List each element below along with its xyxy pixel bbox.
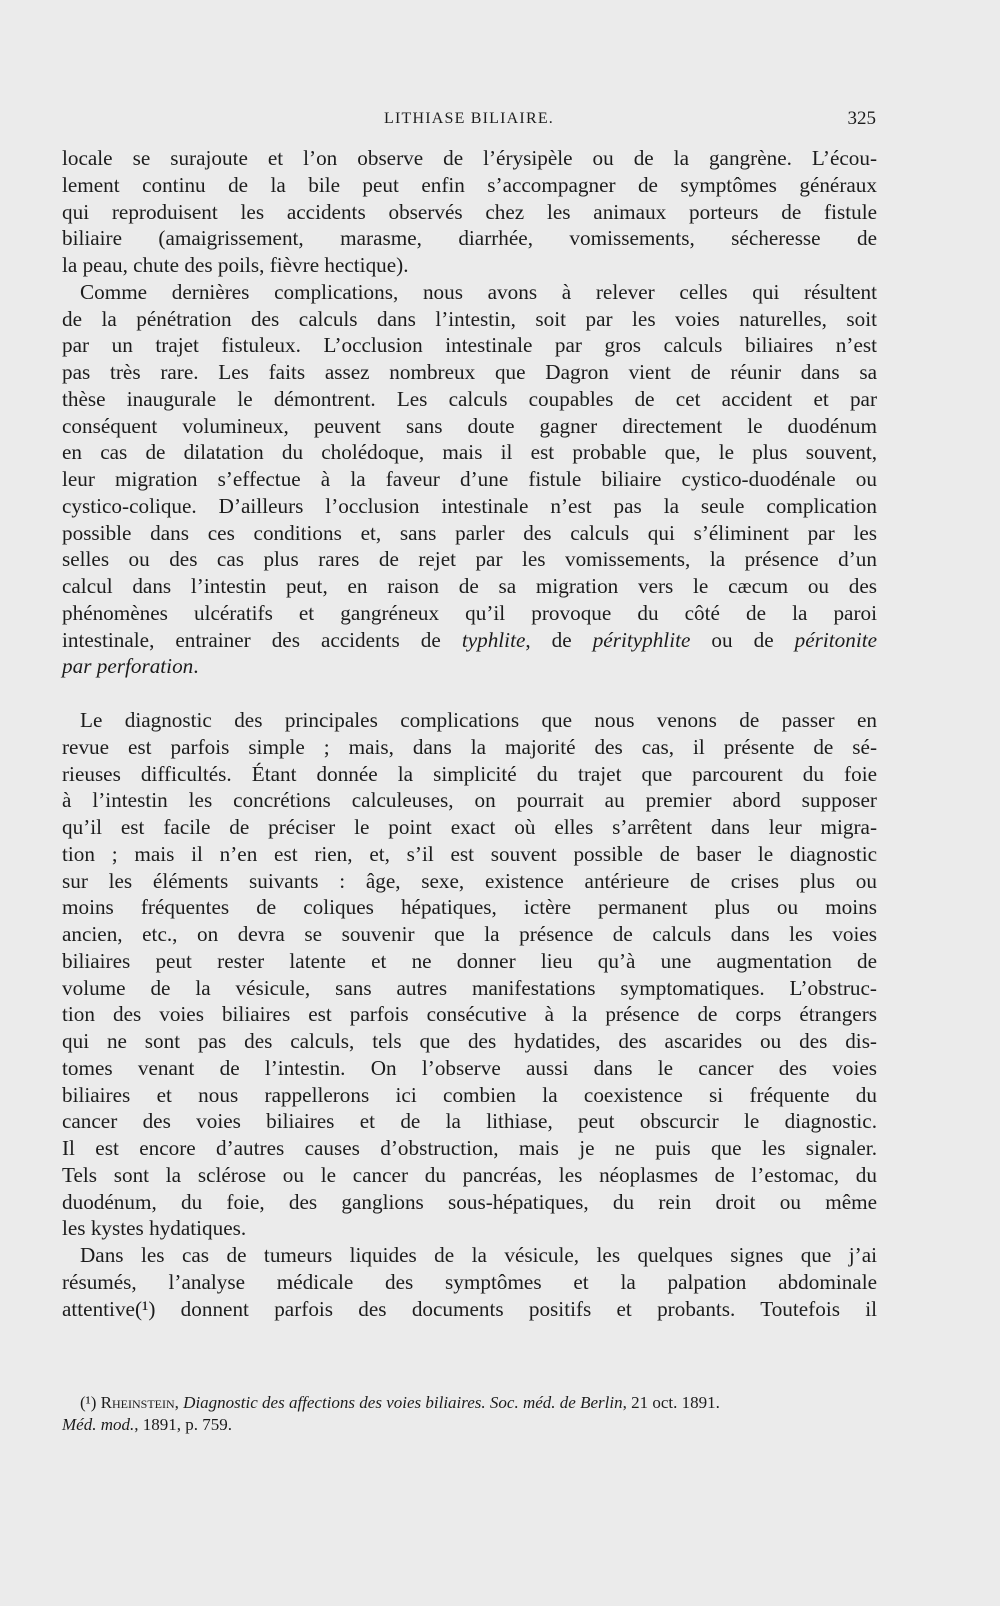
text-run: ou de bbox=[690, 627, 795, 652]
running-head bbox=[62, 106, 876, 136]
text-line: thèse inaugurale le démontrent. Les calculs coupables de cet accident et par bbox=[62, 386, 877, 411]
text-line: locale se surajoute et l’on observe de l’érysipèle ou de la gangrène. L’écou- bbox=[62, 146, 877, 170]
footnote-marker: (¹) bbox=[80, 1393, 97, 1412]
text-run: . bbox=[193, 654, 199, 679]
footnotes bbox=[62, 1392, 877, 1436]
italic-term: pérityphlite bbox=[592, 627, 691, 652]
paragraph-4 bbox=[62, 1242, 877, 1322]
footnote-date: , 21 oct. 1891. bbox=[622, 1393, 720, 1412]
text-line bbox=[62, 1296, 877, 1323]
italic-term: péritonite bbox=[794, 627, 878, 652]
footnote-ref: , 1891, p. 759. bbox=[134, 1415, 232, 1434]
text-line: tion ; mais il n’en est rien, et, s’il est souvent possible de baser le diagnostic bbox=[62, 841, 877, 866]
footnote-reference: (¹) bbox=[134, 1296, 156, 1321]
text-line: selles ou des cas plus rares de rejet par les vomissements, la présence d’un bbox=[62, 547, 877, 572]
text-line: calcul dans l’intestin peut, en raison de sa migration vers le cæcum ou des bbox=[62, 574, 877, 598]
text-line: conséquent volumineux, peuvent sans doute gagner directement le duodénum bbox=[62, 413, 877, 438]
italic-term: par perforation bbox=[62, 654, 194, 679]
text-line: biliaire (amaigrissement, marasme, diarrhée, vomissements, sécheresse de bbox=[62, 226, 877, 251]
text-run: , de bbox=[525, 627, 593, 652]
text-run: , bbox=[174, 1393, 184, 1412]
italic-term: typhlite bbox=[461, 627, 526, 652]
text-line: Dans les cas de tumeurs liquides de la vésicule, les quelques signes que j’ai bbox=[80, 1243, 877, 1267]
text-line: possible dans ces conditions et, sans parler des calculs qui s’éliminent par les bbox=[62, 520, 877, 545]
text-line: ancien, etc., on devra se souvenir que la présence de calculs dans les voies bbox=[62, 922, 877, 946]
text-line bbox=[62, 627, 877, 654]
text-line: volume de la vésicule, sans autres manifestations symptomatiques. L’obstruc- bbox=[62, 975, 877, 1000]
text-line: en cas de dilatation du cholédoque, mais il est probable que, le plus souvent, bbox=[62, 440, 877, 465]
text-run: intestinale, entrainer des accidents de bbox=[62, 627, 462, 652]
text-line: cancer des voies biliaires et de la lithiase, peut obscurcir le diagnostic. bbox=[62, 1109, 877, 1134]
text-line: duodénum, du foie, des ganglions sous-hépatiques, du rein droit ou même bbox=[62, 1189, 877, 1214]
text-line: rieuses difficultés. Étant donnée la simplicité du trajet que parcourent du foie bbox=[62, 761, 877, 786]
text-run: attentive bbox=[62, 1296, 135, 1321]
text-line: sur les éléments suivants : âge, sexe, existence antérieure de crises plus ou bbox=[62, 868, 877, 893]
page-number: 325 bbox=[847, 108, 876, 129]
footnote-1 bbox=[62, 1392, 877, 1414]
text-line: Il est encore d’autres causes d’obstruction, mais je ne puis que les signaler. bbox=[62, 1136, 877, 1160]
text-line: la peau, chute des poils, fièvre hectique). bbox=[62, 253, 409, 277]
text-line: moins fréquentes de coliques hépatiques, ictère permanent plus ou moins bbox=[62, 895, 877, 920]
text-line: résumés, l’analyse médicale des symptômes et la palpation abdominale bbox=[62, 1269, 877, 1294]
text-line: par un trajet fistuleux. L’occlusion intestinale par gros calculs biliaires n’est bbox=[62, 333, 877, 358]
text-line: leur migration s’effectue à la faveur d’une fistule biliaire cystico-duodénale ou bbox=[62, 467, 877, 491]
text-line: phénomènes ulcératifs et gangréneux qu’il provoque du côté de la paroi bbox=[62, 600, 877, 625]
text-line: qui reproduisent les accidents observés chez les animaux porteurs de fistule bbox=[62, 199, 877, 224]
running-title: LITHIASE BILIAIRE. bbox=[383, 110, 554, 127]
paragraph-1 bbox=[62, 145, 877, 279]
text-line: qu’il est facile de préciser le point exact où elles s’arrêtent dans leur migra- bbox=[62, 815, 877, 839]
text-line: revue est parfois simple ; mais, dans la majorité des cas, il présente de sé- bbox=[62, 734, 877, 759]
text-line: Comme dernières complications, nous avons à relever celles qui résultent bbox=[80, 279, 877, 304]
text-line: à l’intestin les concrétions calculeuses, on pourrait au premier abord supposer bbox=[62, 788, 877, 813]
paragraph-3 bbox=[62, 707, 877, 1242]
text-line: Tels sont la sclérose ou le cancer du pancréas, les néoplasmes de l’estomac, du bbox=[62, 1162, 877, 1187]
text-line: qui ne sont pas des calculs, tels que des hydatides, des ascarides ou des dis- bbox=[62, 1029, 877, 1053]
text-line: tomes venant de l’intestin. On l’observe aussi dans le cancer des voies bbox=[62, 1055, 877, 1080]
text-line: biliaires peut rester latente et ne donner lieu qu’à une augmentation de bbox=[62, 948, 877, 973]
footnote-title: Diagnostic des affections des voies biliaires. Soc. méd. de Berlin bbox=[183, 1393, 623, 1412]
text-run: donnent parfois des documents positifs et probants. Toutefois il bbox=[155, 1296, 877, 1321]
footnote-1-cont bbox=[62, 1414, 877, 1436]
text-line bbox=[62, 653, 877, 680]
paragraph-2 bbox=[62, 279, 877, 680]
paragraph-gap bbox=[62, 680, 877, 707]
body-text bbox=[62, 145, 877, 1322]
text-line: les kystes hydatiques. bbox=[62, 1216, 247, 1241]
text-line: biliaires et nous rappellerons ici combien la coexistence si fréquente du bbox=[62, 1082, 877, 1107]
text-line: pas très rare. Les faits assez nombreux que Dagron vient de réunir dans sa bbox=[62, 360, 877, 384]
footnote-author: Rheinstein bbox=[100, 1393, 175, 1412]
text-line: lement continu de la bile peut enfin s’accompagner de symptômes généraux bbox=[62, 172, 877, 197]
text-line: Le diagnostic des principales complications que nous venons de passer en bbox=[80, 708, 877, 732]
text-line: tion des voies biliaires est parfois consécutive à la présence de corps étrangers bbox=[62, 1002, 877, 1027]
footnote-journal: Méd. mod. bbox=[62, 1415, 135, 1434]
text-line: cystico-colique. D’ailleurs l’occlusion intestinale n’est pas la seule complication bbox=[62, 493, 877, 518]
text-line: de la pénétration des calculs dans l’intestin, soit par les voies naturelles, soit bbox=[62, 306, 877, 331]
